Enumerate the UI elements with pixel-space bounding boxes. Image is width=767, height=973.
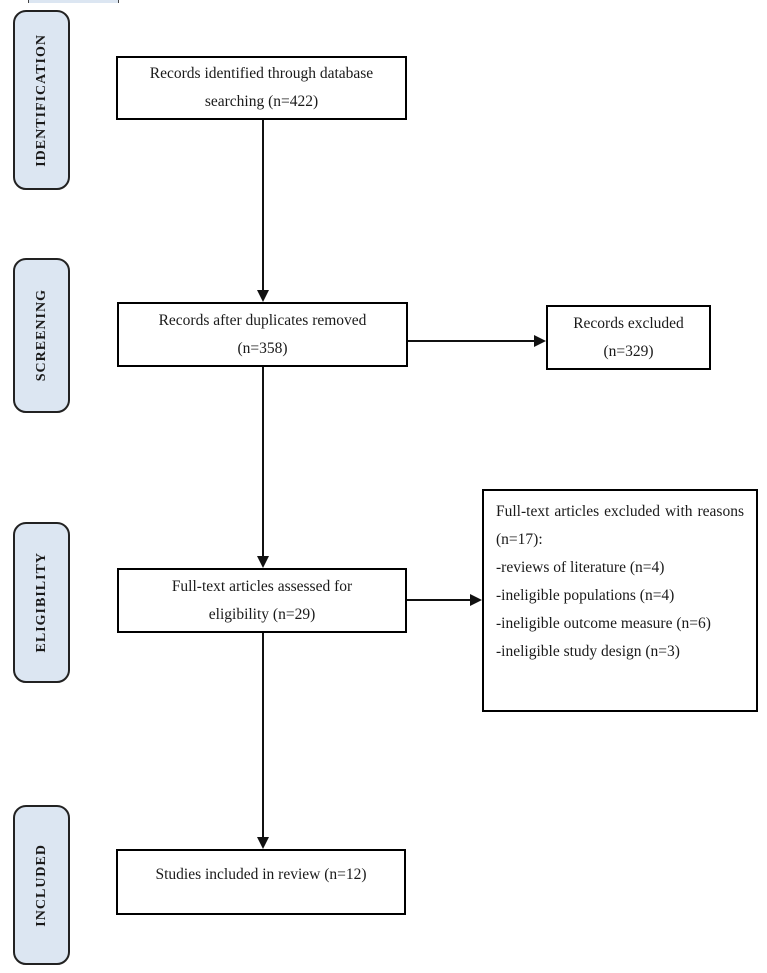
box-fulltext-assessed-line1: Full-text articles assessed for — [171, 577, 353, 595]
box-records-identified-line2: searching (n=422) — [204, 93, 319, 110]
arrowhead-down-icon — [257, 837, 269, 849]
box-records-excluded-line1: Records excluded — [573, 314, 684, 332]
box-records-excluded — [546, 305, 711, 370]
stage-label-eligibility — [13, 522, 70, 683]
stage-label-screening — [13, 258, 70, 413]
box-duplicates-removed-line1: Records after duplicates removed — [158, 311, 367, 329]
stage-label-screening-text: SCREENING — [33, 289, 49, 382]
cutoff-strip-top — [28, 0, 119, 3]
box-records-identified-line1: Records identified through database — [149, 65, 374, 82]
exclusion-reason: -ineligible outcome measure (n=6) — [496, 615, 711, 632]
arrow-fulltext-to-fulltext-excluded — [407, 599, 472, 601]
box-duplicates-removed — [117, 302, 408, 367]
arrow-duplicates-to-excluded — [408, 340, 536, 342]
arrow-fulltext-to-included — [262, 633, 264, 839]
stage-label-identification — [13, 10, 70, 190]
box-fulltext-excluded — [482, 489, 758, 712]
arrowhead-down-icon — [257, 556, 269, 568]
box-studies-included — [116, 849, 406, 915]
box-records-identified — [116, 56, 407, 120]
arrowhead-down-icon — [257, 290, 269, 302]
box-records-excluded-line2: (n=329) — [603, 342, 654, 360]
box-fulltext-assessed — [117, 568, 407, 633]
exclusion-reason: -reviews of literature (n=4) — [496, 559, 665, 576]
arrow-identified-to-duplicates — [262, 120, 264, 292]
box-duplicates-removed-line2: (n=358) — [237, 339, 288, 357]
exclusion-reason: -ineligible populations (n=4) — [496, 587, 675, 604]
arrow-duplicates-to-fulltext — [262, 367, 264, 558]
box-studies-included-line1: Studies included in review (n=12) — [155, 866, 367, 883]
stage-label-identification-text: IDENTIFICATION — [33, 33, 49, 167]
box-fulltext-assessed-line2: eligibility (n=29) — [208, 605, 316, 623]
stage-label-included — [13, 805, 70, 965]
exclusion-reason: -ineligible study design (n=3) — [496, 643, 680, 660]
arrowhead-right-icon — [470, 594, 482, 606]
stage-label-included-text: INCLUDED — [33, 843, 49, 927]
stage-label-eligibility-text: ELIGIBILITY — [33, 552, 49, 653]
box-fulltext-excluded-intro: Full-text articles excluded with reasons (n=17): — [496, 503, 744, 548]
box-fulltext-excluded-reasons — [496, 554, 744, 666]
arrowhead-right-icon — [534, 335, 546, 347]
